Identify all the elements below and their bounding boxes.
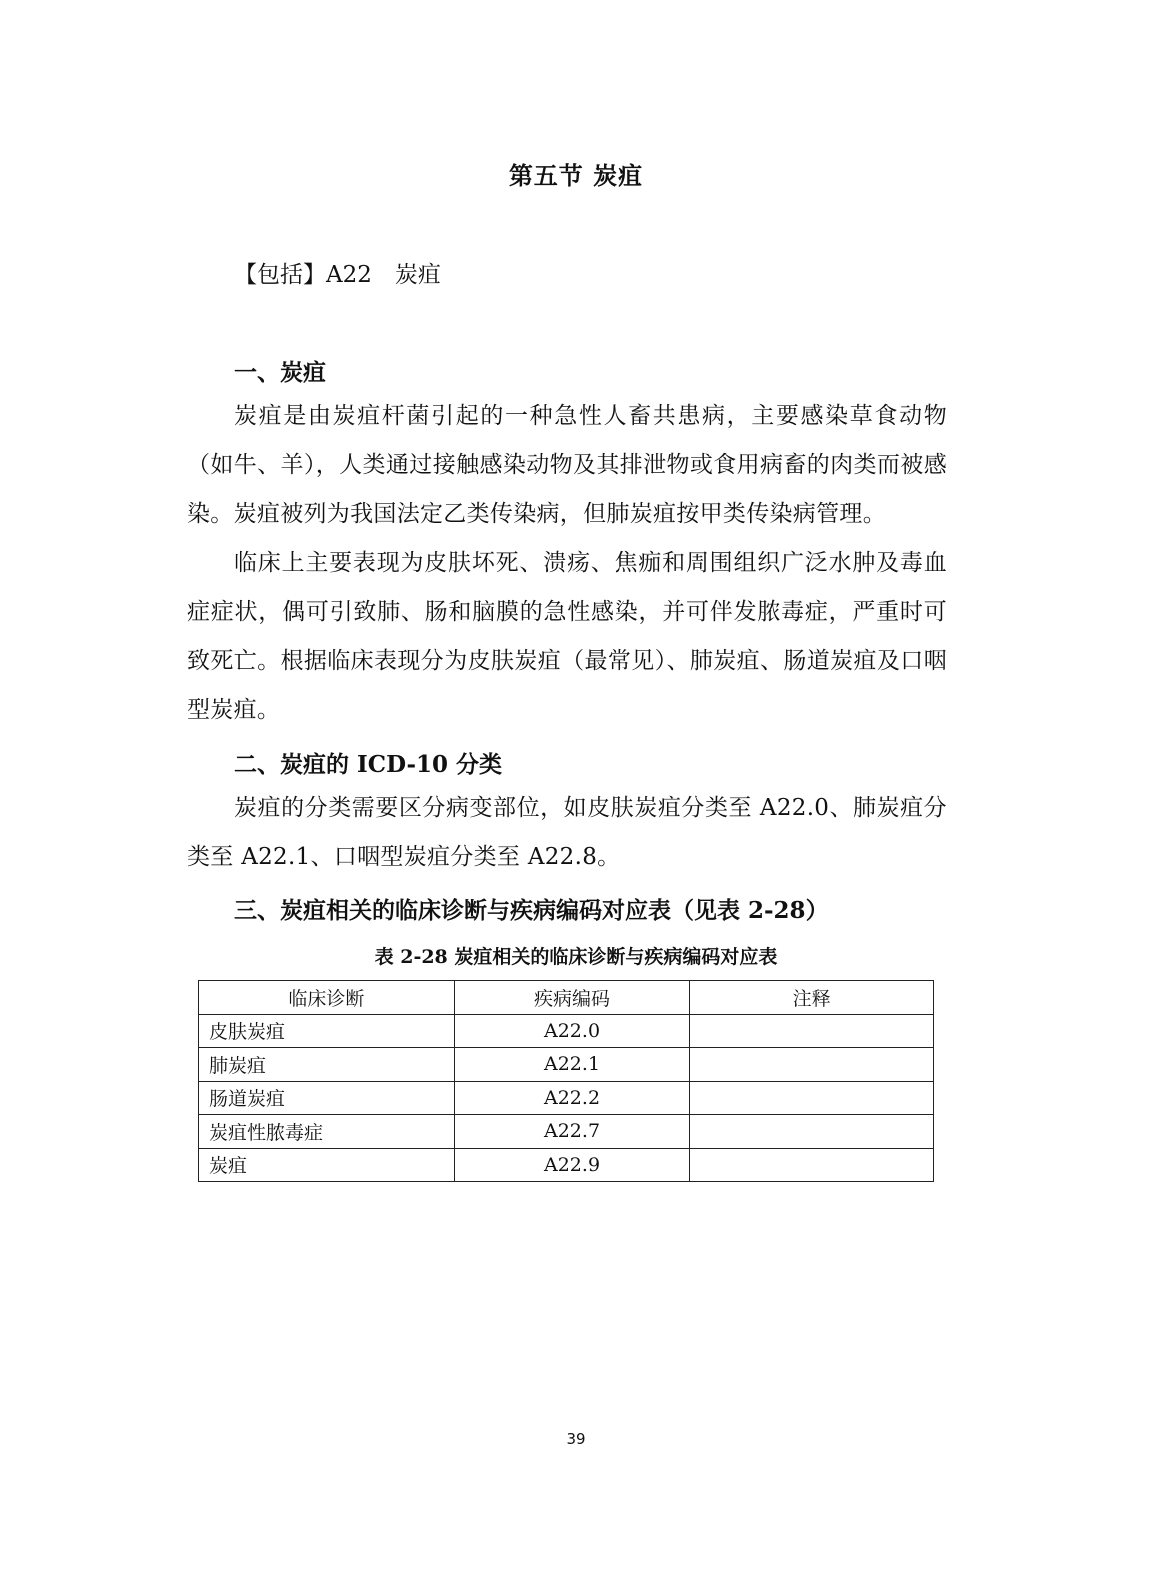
heading-icd-classification: 二、炭疽的 ICD-10 分类	[234, 751, 503, 778]
note-cell	[690, 1048, 934, 1082]
note-cell	[690, 1081, 934, 1115]
note-cell	[690, 1115, 934, 1149]
table-row	[199, 1148, 934, 1182]
page-number: 39	[566, 1430, 586, 1448]
header-note: 注释	[690, 981, 934, 1015]
paragraph-definition: 炭疽是由炭疽杆菌引起的一种急性人畜共患病，主要感染草食动物（如牛、羊），人类通过接触感染动物及其排泄物或食用病畜的肉类而被感染。炭疽被列为我国法定乙类传染病，但肺炭疽按甲类传染病管理。	[187, 403, 947, 527]
code-cell: A22.0	[454, 1014, 689, 1048]
code-cell: A22.2	[454, 1081, 689, 1115]
heading-anthrax: 一、炭疽	[234, 359, 326, 386]
note-cell	[690, 1148, 934, 1182]
table-row	[199, 1048, 934, 1082]
diagnosis-cell: 皮肤炭疽	[199, 1014, 455, 1048]
paragraph-clinical: 临床上主要表现为皮肤坏死、溃疡、焦痂和周围组织广泛水肿及毒血症症状，偶可引致肺、肠和脑膜的急性感染，并可伴发脓毒症，严重时可致死亡。根据临床表现分为皮肤炭疽（最常见）、肺炭疽、肠道炭疽及口咽型炭疽。	[187, 550, 947, 723]
paragraph-classification: 炭疽的分类需要区分病变部位，如皮肤炭疽分类至 A22.0、肺炭疽分类至 A22.1、口咽型炭疽分类至 A22.8。	[187, 795, 947, 870]
note-cell	[690, 1014, 934, 1048]
include-line: 【包括】A22 炭疽	[234, 262, 441, 288]
table-row	[199, 1081, 934, 1115]
section-title: 第五节 炭疽	[508, 161, 644, 190]
table-row	[199, 1115, 934, 1149]
diagnosis-code-table	[198, 980, 934, 1182]
heading-code-table: 三、炭疽相关的临床诊断与疾病编码对应表（见表 2-28）	[234, 897, 829, 924]
header-diagnosis: 临床诊断	[199, 981, 455, 1015]
header-code: 疾病编码	[454, 981, 689, 1015]
table-caption: 表 2-28 炭疽相关的临床诊断与疾病编码对应表	[374, 946, 778, 968]
code-cell: A22.9	[454, 1148, 689, 1182]
diagnosis-cell: 肠道炭疽	[199, 1081, 455, 1115]
code-cell: A22.1	[454, 1048, 689, 1082]
diagnosis-cell: 肺炭疽	[199, 1048, 455, 1082]
code-cell: A22.7	[454, 1115, 689, 1149]
diagnosis-cell: 炭疽	[199, 1148, 455, 1182]
diagnosis-cell: 炭疽性脓毒症	[199, 1115, 455, 1149]
table-header-row	[199, 981, 934, 1015]
table-row	[199, 1014, 934, 1048]
